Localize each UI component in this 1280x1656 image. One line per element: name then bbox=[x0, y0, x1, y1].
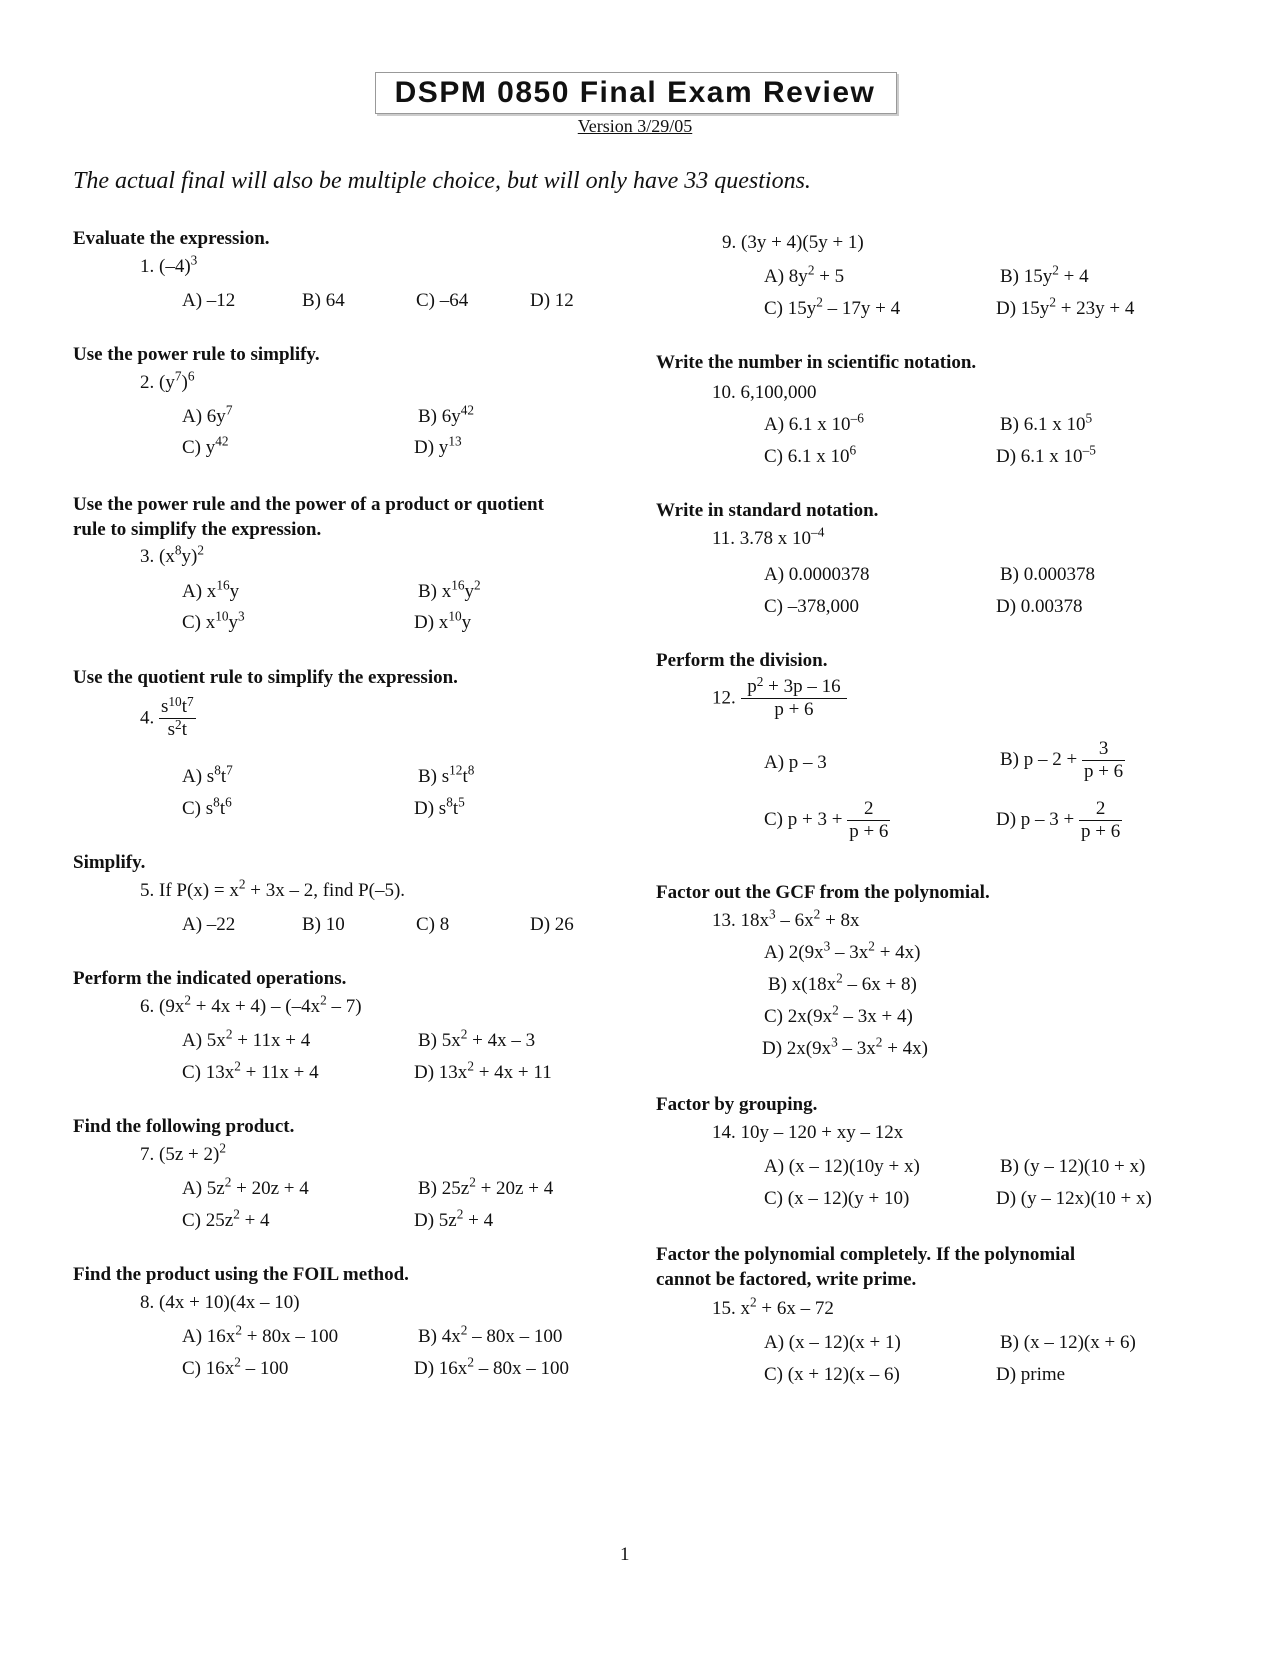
question-1: 1. $(-4)^3$ bbox=[140, 252, 198, 277]
page-title: DSPM 0850 Final Exam Review bbox=[394, 76, 876, 109]
question-3: 3. $(x^8y)^2$ bbox=[140, 542, 204, 567]
option-a: A) $2(9x^3 - 3x^2 + 4x)$ bbox=[764, 938, 921, 963]
option-c: C) $13x^2 + 11x + 4$ bbox=[182, 1058, 319, 1083]
instruction: Factor by grouping. bbox=[656, 1094, 818, 1115]
option-b: B) 10 bbox=[302, 914, 345, 935]
option-b: B) $x(18x^2 - 6x + 8)$ bbox=[768, 970, 917, 995]
option-a: A) $6y^7$ bbox=[182, 402, 233, 427]
instruction: Find the following product. bbox=[73, 1116, 295, 1137]
instruction: Simplify. bbox=[73, 852, 146, 873]
instruction: cannot be factored, write prime. bbox=[656, 1269, 917, 1290]
instruction: rule to simplify the expression. bbox=[73, 519, 322, 540]
option-c: C) $y^{42}$ bbox=[182, 433, 229, 458]
question-11: 11. 3.78 x $10^{-4}$ bbox=[712, 524, 825, 549]
instruction: Use the power rule to simplify. bbox=[73, 344, 320, 365]
option-b: B) $15y^2 + 4$ bbox=[1000, 262, 1089, 287]
option-c: C) $16x^2 - 100$ bbox=[182, 1354, 289, 1379]
intro-text: The actual final will also be multiple choice, but will only have 33 questions. bbox=[73, 168, 811, 194]
option-d: D) $16x^2 - 80x - 100$ bbox=[414, 1354, 569, 1379]
option-a: A) 6.1 x $10^{-6}$ bbox=[764, 410, 864, 435]
option-b: B) p – 2 + $\frac{3}{p + 6}$ bbox=[1000, 738, 1124, 782]
option-d: D) (y – 12x)(10 + x) bbox=[996, 1188, 1152, 1209]
option-a: A) (x – 12)(10y + x) bbox=[764, 1156, 920, 1177]
option-d: D) $x^{10}y$ bbox=[414, 608, 472, 633]
option-d: D) 12 bbox=[530, 290, 574, 311]
option-d: D) $13x^2 + 4x + 11$ bbox=[414, 1058, 552, 1083]
page-number: 1 bbox=[620, 1544, 630, 1565]
option-d: D) $5z^2 + 4$ bbox=[414, 1206, 494, 1231]
fraction: $\frac{s^{10}t^7}{s^2t}$ bbox=[161, 694, 194, 740]
question-6: 6. $(9x^2 + 4x + 4) - (-4x^2 - 7)$ bbox=[140, 992, 362, 1017]
option-b: B) 0.000378 bbox=[1000, 564, 1095, 585]
instruction: Factor out the GCF from the polynomial. bbox=[656, 882, 990, 903]
question-7: 7. $(5z + 2)^2$ bbox=[140, 1140, 226, 1165]
question-8: 8. (4x + 10)(4x – 10) bbox=[140, 1292, 300, 1313]
question-15: 15. $x^2 + 6x - 72$ bbox=[712, 1294, 834, 1319]
option-c: C) $25z^2 + 4$ bbox=[182, 1206, 270, 1231]
option-a: A) $s^8t^7$ bbox=[182, 762, 233, 787]
option-c: C) 6.1 x $10^6$ bbox=[764, 442, 857, 467]
instruction: Write the number in scientific notation. bbox=[656, 352, 977, 373]
question-13: 13. $18x^3 - 6x^2 + 8x$ bbox=[712, 906, 860, 931]
option-a: A) –22 bbox=[182, 914, 236, 935]
option-d: D) $y^{13}$ bbox=[414, 433, 462, 458]
option-b: B) $x^{16}y^2$ bbox=[418, 577, 481, 602]
option-a: A) $5x^2 + 11x + 4$ bbox=[182, 1026, 311, 1051]
option-c: C) (x – 12)(y + 10) bbox=[764, 1188, 910, 1209]
instruction: Perform the division. bbox=[656, 650, 828, 671]
option-a: A) $16x^2 + 80x - 100$ bbox=[182, 1322, 339, 1347]
option-d: D) 6.1 x $10^{-5}$ bbox=[996, 442, 1096, 467]
option-b: B) $25z^2 + 20z + 4$ bbox=[418, 1174, 554, 1199]
instruction: Find the product using the FOIL method. bbox=[73, 1264, 409, 1285]
fraction: $\frac{p^2 + 3p - 16}{p + 6}$ bbox=[742, 674, 846, 720]
option-d: D) p – 3 + $\frac{2}{p + 6}$ bbox=[996, 798, 1121, 842]
question-5: 5. If $P(x) = x^2 + 3x - 2$, find P(–5). bbox=[140, 876, 406, 901]
option-b: B) $5x^2 + 4x - 3$ bbox=[418, 1026, 536, 1051]
option-b: B) (y – 12)(10 + x) bbox=[1000, 1156, 1146, 1177]
instruction: Use the power rule and the power of a product or quotient bbox=[73, 494, 544, 515]
option-a: A) p – 3 bbox=[764, 752, 827, 773]
option-a: A) –12 bbox=[182, 290, 236, 311]
instruction: Use the quotient rule to simplify the expression. bbox=[73, 667, 458, 688]
option-c: C) $15y^2 - 17y + 4$ bbox=[764, 294, 901, 319]
option-c: C) $s^8t^6$ bbox=[182, 794, 232, 819]
option-a: A) 0.0000378 bbox=[764, 564, 870, 585]
option-c: C) (x + 12)(x – 6) bbox=[764, 1364, 900, 1385]
option-d: D) prime bbox=[996, 1364, 1066, 1385]
option-b: B) $6y^{42}$ bbox=[418, 402, 475, 427]
option-a: A) $5z^2 + 20z + 4$ bbox=[182, 1174, 309, 1199]
option-d: D) $s^8t^5$ bbox=[414, 794, 465, 819]
question-14: 14. 10y – 120 + xy – 12x bbox=[712, 1122, 904, 1143]
option-c: C) –378,000 bbox=[764, 596, 859, 617]
option-d: D) $15y^2 + 23y + 4$ bbox=[996, 294, 1135, 319]
instruction: Perform the indicated operations. bbox=[73, 968, 347, 989]
instruction: Evaluate the expression. bbox=[73, 228, 270, 249]
option-b: B) 64 bbox=[302, 290, 345, 311]
option-b: B) $s^{12}t^8$ bbox=[418, 762, 475, 787]
instruction: Factor the polynomial completely. If the polynomial bbox=[656, 1244, 1076, 1265]
option-b: B) (x – 12)(x + 6) bbox=[1000, 1332, 1136, 1353]
option-a: A) $8y^2 + 5$ bbox=[764, 262, 845, 287]
option-d: D) 0.00378 bbox=[996, 596, 1083, 617]
question-2: 2. $(y^7)^6$ bbox=[140, 368, 195, 393]
option-c: C) 8 bbox=[416, 914, 450, 935]
option-b: B) 6.1 x $10^5$ bbox=[1000, 410, 1093, 435]
option-c: C) $2x(9x^2 - 3x + 4)$ bbox=[764, 1002, 913, 1027]
option-c: C) –64 bbox=[416, 290, 469, 311]
version-label: Version 3/29/05 bbox=[577, 116, 693, 136]
instruction: Write in standard notation. bbox=[656, 500, 879, 521]
option-a: A) $x^{16}y$ bbox=[182, 577, 240, 602]
question-4: 4. $\frac{s^{10}t^7}{s^2t}$ bbox=[140, 694, 194, 740]
option-a: A) (x – 12)(x + 1) bbox=[764, 1332, 901, 1353]
question-12: 12. $\frac{p^2 + 3p - 16}{p + 6}$ bbox=[712, 674, 846, 720]
question-10: 10. 6,100,000 bbox=[712, 382, 817, 403]
option-b: B) $4x^2 - 80x - 100$ bbox=[418, 1322, 563, 1347]
option-c: C) p + 3 + $\frac{2}{p + 6}$ bbox=[764, 798, 889, 842]
option-c: C) $x^{10}y^3$ bbox=[182, 608, 245, 633]
option-d: D) $2x(9x^3 - 3x^2 + 4x)$ bbox=[762, 1034, 928, 1059]
option-d: D) 26 bbox=[530, 914, 574, 935]
question-9: 9. (3y + 4)(5y + 1) bbox=[722, 232, 864, 253]
